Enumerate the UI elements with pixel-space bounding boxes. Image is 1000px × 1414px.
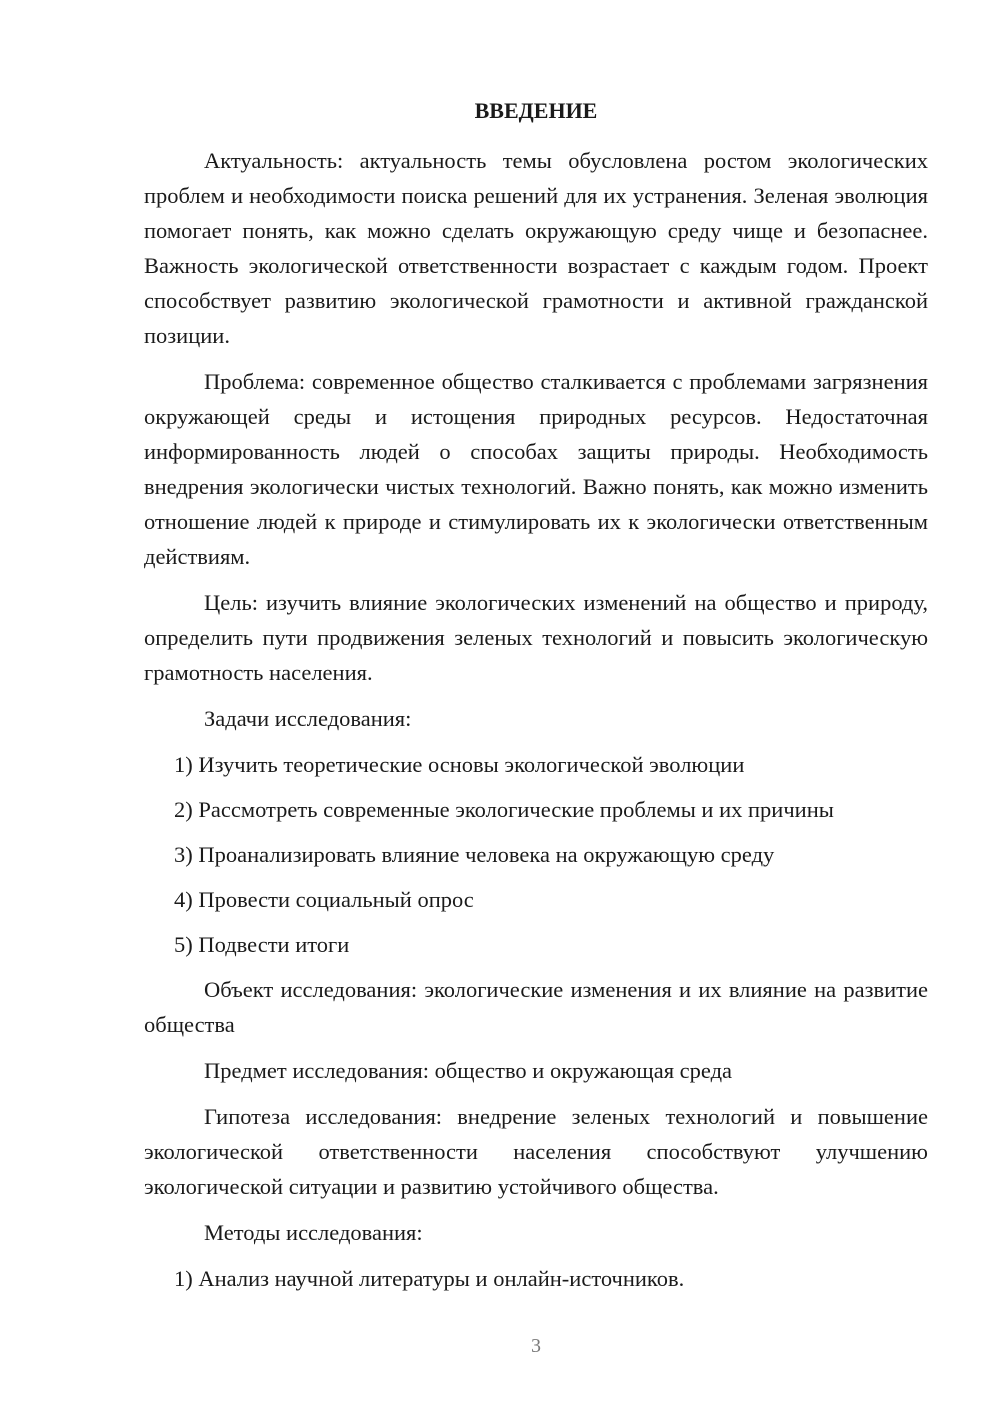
paragraph-tasks-label: Задачи исследования: [204, 706, 412, 731]
paragraph-hypothesis: Гипотеза исследования: внедрение зеленых технологий и повышение экологической ответственности населения способствуют улучшению экологической ситуации и развитию устойчивого общества. [144, 1104, 928, 1199]
list-item-method-1: 1) Анализ научной литературы и онлайн-источников. [174, 1266, 685, 1291]
list-item-task-4: 4) Провести социальный опрос [174, 887, 474, 912]
page-title: ВВЕДЕНИЕ [474, 98, 598, 123]
paragraph-subject: Предмет исследования: общество и окружающая среда [204, 1058, 733, 1083]
document-page [144, 0, 928, 1414]
paragraph-relevance: Актуальность: актуальность темы обусловлена ростом экологических проблем и необходимости поиска решений для их устранения. Зеленая эволюция помогает понять, как можно сделать окружающую среду чище и безопаснее. Важность экологической ответственности возрастает с каждым годом. Проект способствует развитию экологической грамотности и активной гражданской позиции. [144, 148, 928, 348]
list-item-task-1: 1) Изучить теоретические основы экологической эволюции [174, 752, 745, 777]
list-item-task-5: 5) Подвести итоги [174, 932, 350, 957]
list-item-task-3: 3) Проанализировать влияние человека на окружающую среду [174, 842, 775, 867]
page-number: 3 [531, 1335, 541, 1357]
document-body [144, 143, 928, 1306]
paragraph-goal: Цель: изучить влияние экологических изменений на общество и природу, определить пути продвижения зеленых технологий и повысить экологическую грамотность населения. [144, 590, 928, 685]
paragraph-methods-label: Методы исследования: [204, 1220, 423, 1245]
paragraph-problem: Проблема: современное общество сталкивается с проблемами загрязнения окружающей среды и истощения природных ресурсов. Недостаточная информированность людей о способах защиты природы. Необходимость внедрения экологически чистых технологий. Важно понять, как можно изменить отношение людей к природе и стимулировать их к экологически ответственным действиям. [144, 369, 928, 569]
paragraph-object: Объект исследования: экологические изменения и их влияние на развитие общества [144, 977, 928, 1037]
list-item-task-2: 2) Рассмотреть современные экологические проблемы и их причины [174, 797, 834, 822]
